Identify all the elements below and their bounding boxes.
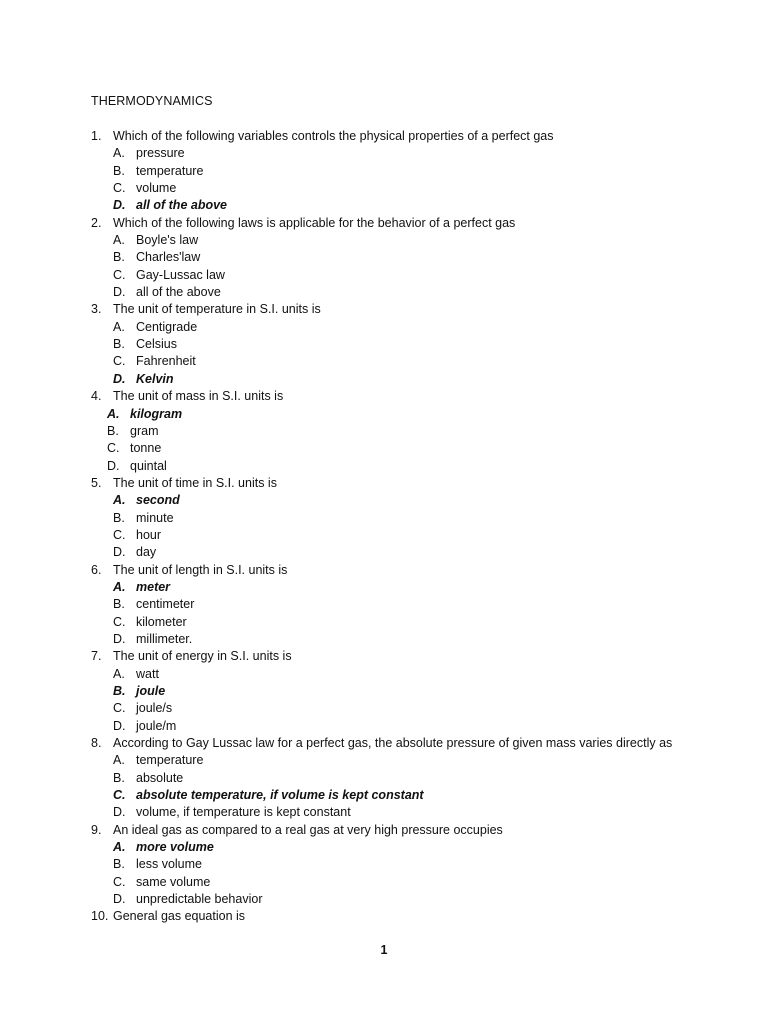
option-letter: A. [113,579,126,594]
answer-option [91,406,731,423]
question-text: The unit of temperature in S.I. units is [113,302,321,317]
option-text: second [136,493,180,508]
question-number: 2. [91,215,102,230]
option-letter: A. [113,840,126,855]
option-item [91,631,731,648]
option-item [91,718,731,735]
option-text: hour [136,527,162,542]
option-text: Celsius [136,337,177,352]
option-text: Fahrenheit [136,354,196,369]
document-title: THERMODYNAMICS [91,94,213,108]
question-text: The unit of length in S.I. units is [113,562,288,577]
option-letter: C. [113,354,126,369]
question-row [91,475,731,492]
option-text: tonne [130,441,162,456]
option-text: all of the above [136,285,221,300]
question-row [91,735,731,752]
question-row [91,301,731,318]
option-text: all of the above [136,198,227,213]
question-item [91,822,731,909]
option-letter: D. [113,892,126,907]
option-letter: B. [113,163,125,178]
option-text: Boyle's law [136,233,199,248]
option-letter: C. [107,441,120,456]
question-row [91,562,731,579]
question-text: The unit of energy in S.I. units is [113,649,292,664]
option-text: unpredictable behavior [136,892,263,907]
option-item [91,510,731,527]
question-text: The unit of time in S.I. units is [113,475,277,490]
question-row [91,215,731,232]
question-item [91,128,731,215]
question-item [91,908,731,925]
option-item [91,666,731,683]
option-text: watt [136,666,159,681]
answer-option [91,492,731,509]
option-letter: D. [113,718,126,733]
option-text: Gay-Lussac law [136,267,225,282]
question-text: Which of the following variables controls the physical properties of a perfect gas [113,129,554,143]
option-text: gram [130,423,159,438]
option-item [91,145,731,162]
question-text: The unit of mass in S.I. units is [113,389,284,404]
option-letter: A. [113,146,125,161]
question-number: 6. [91,562,102,577]
question-row [91,908,731,925]
option-item [91,180,731,197]
option-item [91,249,731,266]
option-letter: A. [113,319,125,334]
option-text: temperature [136,753,204,768]
question-row [91,388,731,405]
option-text: kilometer [136,614,187,629]
option-letter: D. [113,805,126,820]
option-letter: A. [113,493,126,508]
option-letter: A. [113,233,125,248]
option-letter: C. [113,267,126,282]
option-letter: D. [113,198,126,213]
option-text: less volume [136,857,202,872]
question-text: Which of the following laws is applicable for the behavior of a perfect gas [113,215,516,230]
option-text: joule/s [136,701,173,716]
option-letter: D. [113,545,126,560]
option-letter: B. [113,597,125,612]
option-item [91,353,731,370]
option-text: Kelvin [136,371,174,386]
option-letter: B. [113,770,125,785]
option-letter: B. [113,337,125,352]
answer-option [91,579,731,596]
option-letter: A. [107,406,120,421]
question-number: 5. [91,475,102,490]
option-item [91,458,731,475]
option-letter: A. [113,666,125,681]
option-text: Centigrade [136,319,198,334]
option-item [91,163,731,180]
option-item [91,596,731,613]
question-item [91,215,731,302]
question-number: 1. [91,129,102,143]
option-item [91,752,731,769]
option-letter: B. [113,510,125,525]
option-letter: B. [113,857,125,872]
answer-option [91,787,731,804]
question-number: 10. [91,909,109,924]
option-text: Charles'law [136,250,201,265]
option-item [91,700,731,717]
page-number: 1 [380,943,388,957]
question-item [91,301,731,388]
option-text: more volume [136,840,214,855]
option-letter: B. [113,250,125,265]
option-item [91,804,731,821]
answer-option [91,683,731,700]
option-text: joule/m [136,718,177,733]
question-text: An ideal gas as compared to a real gas at very high pressure occupies [113,822,503,837]
option-letter: B. [107,423,119,438]
option-letter: B. [113,684,126,698]
option-item [91,891,731,908]
question-number: 3. [91,302,102,317]
question-number: 4. [91,389,102,404]
option-text: minute [136,510,174,525]
option-letter: D. [113,631,126,646]
option-text: pressure [136,146,185,161]
option-letter: C. [113,527,126,542]
option-letter: C. [113,874,126,889]
option-text: day [136,545,157,560]
question-item [91,562,731,649]
option-item [91,336,731,353]
option-text: centimeter [136,597,195,612]
question-row [91,648,731,665]
option-item [91,232,731,249]
question-number: 8. [91,736,102,751]
option-letter: A. [113,753,125,768]
option-item [91,614,731,631]
option-letter: D. [113,371,126,386]
answer-option [91,197,731,214]
option-item [91,423,731,440]
answer-option [91,839,731,856]
option-text: same volume [136,874,211,889]
option-item [91,856,731,873]
question-number: 7. [91,649,102,664]
option-letter: C. [113,701,126,716]
option-item [91,267,731,284]
option-letter: C. [113,614,126,629]
question-item [91,648,731,735]
option-text: absolute [136,770,184,785]
question-list [91,128,731,926]
option-text: temperature [136,163,204,178]
option-item [91,770,731,787]
option-text: absolute temperature, if volume is kept constant [136,788,424,803]
option-text: quintal [130,458,167,473]
option-text: volume, if temperature is kept constant [136,805,351,820]
option-item [91,440,731,457]
option-text: millimeter. [136,631,193,646]
option-letter: D. [107,458,120,473]
option-letter: C. [113,181,126,196]
option-text: volume [136,181,177,196]
question-text: General gas equation is [113,909,246,924]
option-letter: D. [113,285,126,300]
option-letter: C. [113,788,126,803]
option-item [91,544,731,561]
answer-option [91,371,731,388]
question-row [91,128,731,145]
question-number: 9. [91,822,102,837]
question-row [91,822,731,839]
option-item [91,284,731,301]
question-item [91,735,731,822]
question-item [91,475,731,562]
option-text: kilogram [130,406,183,421]
option-text: meter [136,579,171,594]
option-item [91,874,731,891]
option-item [91,319,731,336]
option-item [91,527,731,544]
question-text: According to Gay Lussac law for a perfect gas, the absolute pressure of given mass varies directly as [113,736,673,751]
option-text: joule [136,684,166,698]
question-item [91,388,731,475]
